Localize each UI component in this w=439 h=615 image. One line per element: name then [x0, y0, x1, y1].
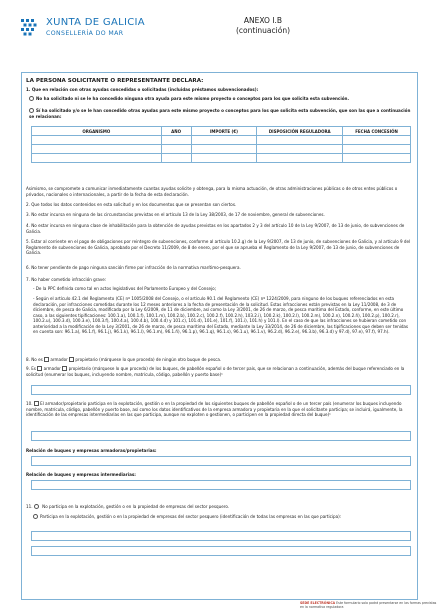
label-relation-intermediaries: Relación de buques y empresas intermediarias:	[26, 472, 136, 477]
question-8	[26, 357, 414, 363]
question-9	[26, 366, 414, 377]
question-4: 4. No estar incursa en ninguna clase de inhabilitación para la obtención de ayudas previstas en los apartados 2 y 3 del artículo 10 de la Ley 9/2007, de 13 de junio, de subvenciones de Galicia.	[26, 223, 405, 234]
intermediaries-relation-field[interactable]	[31, 480, 411, 490]
department-name: CONSELLERÍA DO MAR	[46, 30, 124, 37]
col-importe: IMPORTE (€)	[191, 127, 257, 136]
table-header-row	[32, 127, 411, 136]
q11-radio-no[interactable]	[34, 504, 39, 509]
question-2: 2. Que todos los datos contenidos en esta solicitud y en los documentos que se presentan son ciertos.	[26, 202, 237, 207]
commitment-paragraph: Asimismo, se compromete a comunicar inmediatamente cuantas ayudas solicite y obtenga, para la misma actuación, de otras administraciones públicas o de otros entes públicos o privados, nacionales o internacionales, a partir de la fecha de esta declaración.	[26, 186, 398, 197]
section-title: LA PERSONA SOLICITANTE O REPRESENTANTE DECLARA:	[26, 78, 204, 84]
table-cell[interactable]	[343, 145, 411, 154]
table-cell[interactable]	[343, 136, 411, 145]
xunta-logo-icon	[20, 18, 42, 36]
q1-option-no	[29, 96, 414, 102]
table-cell[interactable]	[32, 136, 162, 145]
table-cell[interactable]	[257, 136, 343, 145]
q1-radio-yes[interactable]	[29, 108, 34, 113]
table-cell[interactable]	[32, 154, 162, 163]
q10-label: El armador/propietario participa en la explotación, gestión o en la propiedad de los siguientes buques de pabellón español o de un tercer país (enumerar los buques incluyendo nombre, matrícula, código, pabellón y puerto base, así como los datos identificativos de la empresa armadora y propietaria en la que el solicitante participa; se incluirá, igualmente, la identificación de las empresas intermediarias en las que participa, aunque no exploten o gestionen, o participen en la propiedad directa del buque)¹	[26, 401, 403, 417]
q11-option-yes	[33, 514, 413, 520]
col-disposicion: DISPOSICIÓN REGULADORA	[257, 127, 343, 136]
table-cell[interactable]	[257, 154, 343, 163]
q11-companies-field[interactable]	[31, 531, 411, 541]
question-7a: - De la PPC definida como tal en actos legislativos del Parlamento Europeo y del Consejo;	[33, 286, 217, 291]
q11-prefix: 11.	[26, 504, 33, 509]
q8-armador-label: armador	[50, 357, 68, 362]
q9-armador-checkbox[interactable]	[37, 366, 42, 371]
col-organismo: ORGANISMO	[32, 127, 162, 136]
annex-heading	[218, 16, 308, 36]
footer	[300, 602, 439, 610]
annex-subtitle: (continuación)	[236, 26, 290, 35]
q10-field[interactable]	[31, 431, 411, 441]
question-7: 7. No haber cometido infracción grave:	[26, 277, 107, 282]
question-10	[26, 401, 414, 418]
table-row	[32, 136, 411, 145]
q9-suffix: (márquese lo que proceda) de los buques, de pabellón español o de tercer país, que se relacionan a continuación, además del buque referenciado en la solicitud (enumerar los buques, incluyendo nombre, matrícula, código, pabellón y puerto base)¹	[26, 366, 405, 377]
q9-armador-label: armador	[43, 366, 61, 371]
q1-radio-no[interactable]	[29, 96, 34, 101]
q11-option-yes-label: Participa en la explotación, gestión o en la propiedad de empresas del sector pesquero (identificación de todas las empresas en las que participa):	[40, 514, 342, 519]
q8-propietario-label: propietario	[75, 357, 98, 362]
owners-relation-field[interactable]	[31, 456, 411, 466]
q9-vessels-field[interactable]	[31, 385, 411, 395]
footer-note: Este formulario solo podrá presentarse en las formas previstas en la normativa reguladora	[300, 601, 437, 609]
col-ano: AÑO	[161, 127, 191, 136]
q8-armador-checkbox[interactable]	[44, 357, 49, 362]
q8-propietario-checkbox[interactable]	[69, 357, 74, 362]
table-cell[interactable]	[32, 145, 162, 154]
label-relation-owners: Relación de buques y empresas armadoras/propietarias:	[26, 448, 157, 453]
col-fecha: FECHA CONCESIÓN	[343, 127, 411, 136]
q1-option-no-label: No ha solicitado ni se le ha concedido ninguna otra ayuda para este mismo proyecto o conceptos para los que solicita esta subvención.	[36, 96, 350, 101]
q11-radio-yes[interactable]	[33, 514, 38, 519]
table-cell[interactable]	[191, 154, 257, 163]
q10-prefix: 10.	[26, 401, 33, 406]
footer-brand: SEDE ELECTRÓNICA	[300, 601, 336, 605]
table-cell[interactable]	[161, 136, 191, 145]
q1-option-yes	[29, 108, 414, 119]
q8-prefix: 8. No es	[26, 357, 43, 362]
q9-prefix: 9. Es	[26, 366, 36, 371]
q9-propietario-label: propietario	[68, 366, 91, 371]
table-cell[interactable]	[343, 154, 411, 163]
table-cell[interactable]	[191, 136, 257, 145]
question-3: 3. No estar incursa en ninguna de las circunstancias previstas en el artículo 13 de la Ley 38/2003, de 17 de noviembre, general de subvenciones.	[26, 212, 325, 217]
table-row	[32, 145, 411, 154]
other-aids-table	[31, 126, 411, 163]
table-cell[interactable]	[191, 145, 257, 154]
question-6: 6. No tener pendiente de pago ninguna sanción firme por infracción de la normativa marítimo-pesquera.	[26, 265, 241, 270]
table-cell[interactable]	[161, 145, 191, 154]
table-cell[interactable]	[161, 154, 191, 163]
q8-suffix: (márquese lo que proceda) de ningún otro buque de pesca.	[99, 357, 222, 362]
q1-option-yes-label: Sí ha solicitado y/o se le han concedido otras ayudas para este mismo proyecto o conceptos para los que solicita esta subvención, que son las que a continuación se relacionan:	[29, 108, 411, 119]
table-row	[32, 154, 411, 163]
q9-propietario-checkbox[interactable]	[62, 366, 67, 371]
annex-title: ANEXO I.B	[243, 16, 283, 25]
question-11	[26, 504, 414, 510]
q10-checkbox[interactable]	[34, 401, 39, 406]
table-cell[interactable]	[257, 145, 343, 154]
question-7b: - Según el artículo 42.1 del Reglamento (CE) nº 1005/2008 del Consejo, o el artículo 90.1 del Reglamento (CE) nº 1224/2009, para ninguno de los buques referenciados en esta declaración, por infracciones cometidas durante los 12 meses anteriores a la fecha de presentación de la solicitud. Estas infracciones están previstas en la Ley 11/2008, de 3 de diciembre, de pesca de Galicia, modificada por la Ley 6/2009, de 11 de diciembre, así como la Ley 3/2001, de 26 de marzo, de pesca marítima del Estado, conforme, en este último caso, a las siguientes tipificaciones: 100.1.a), 100.1.f), 100.1.m), 100.2.b), 100.2.c), 100.2.f), 100.2.h), 103.2.i), 100.2.k), 100.2.l), 100.2.m), 100.2.n), 100.2.ñ), 100.2.p), 100.2.r), 100.2.u), 100.3.d), 100.3.e), 100.3.f), 100.4.a), 100.4.b), 100.4.d) y 101.c), 101.d), 101.e), 101.f), 101.i), 101.h) y 101.l). En el caso de que las infracciones se hubieran cometido con anterioridad a la modificación de la Ley 3/2001, de 26 de marzo, de pesca marítima del Estado, mediante la Ley 33/2014, de 26 de diciembre, las tipificaciones que deben ser tenidas en cuenta son: 96.1.a), 96.1.f), 96.1.j), 96.1.k), 96.1.l), 96.1.m), 96.1.ñ), 96.1.p), 96.1.q), 96.1.s), 96.1.u), 96.1.v), 96.2.d), 96.2.e), 96.3.b), 96.3.d) y 97.d), 97.e), 97.f), 97.h).	[33, 296, 409, 334]
org-name: XUNTA DE GALICIA	[46, 17, 145, 28]
question-1: 1. Que en relación con otras ayudas concedidas o solicitadas (incluidas préstamos subvencionados):	[26, 87, 259, 92]
q11-companies-field-2[interactable]	[31, 546, 411, 556]
question-5: 5. Estar al corriente en el pago de obligaciones por reintegro de subvenciones, conforme al artículo 10.2.g) de la Ley 9/2007, de 13 de junio, de subvenciones de Galicia, y al artículo 9 del Reglamento de subvenciones de Galicia, aprobado por el Decreto 11/2009, de 8 de enero, por el que se aprueba el Reglamento de la Ley 9/2007, de 13 de junio, de subvenciones de Galicia.	[26, 239, 411, 255]
document-header	[0, 0, 439, 64]
q11-option-no-label: No participa en la explotación, gestión o en la propiedad de empresas del sector pesquero.	[42, 504, 230, 509]
